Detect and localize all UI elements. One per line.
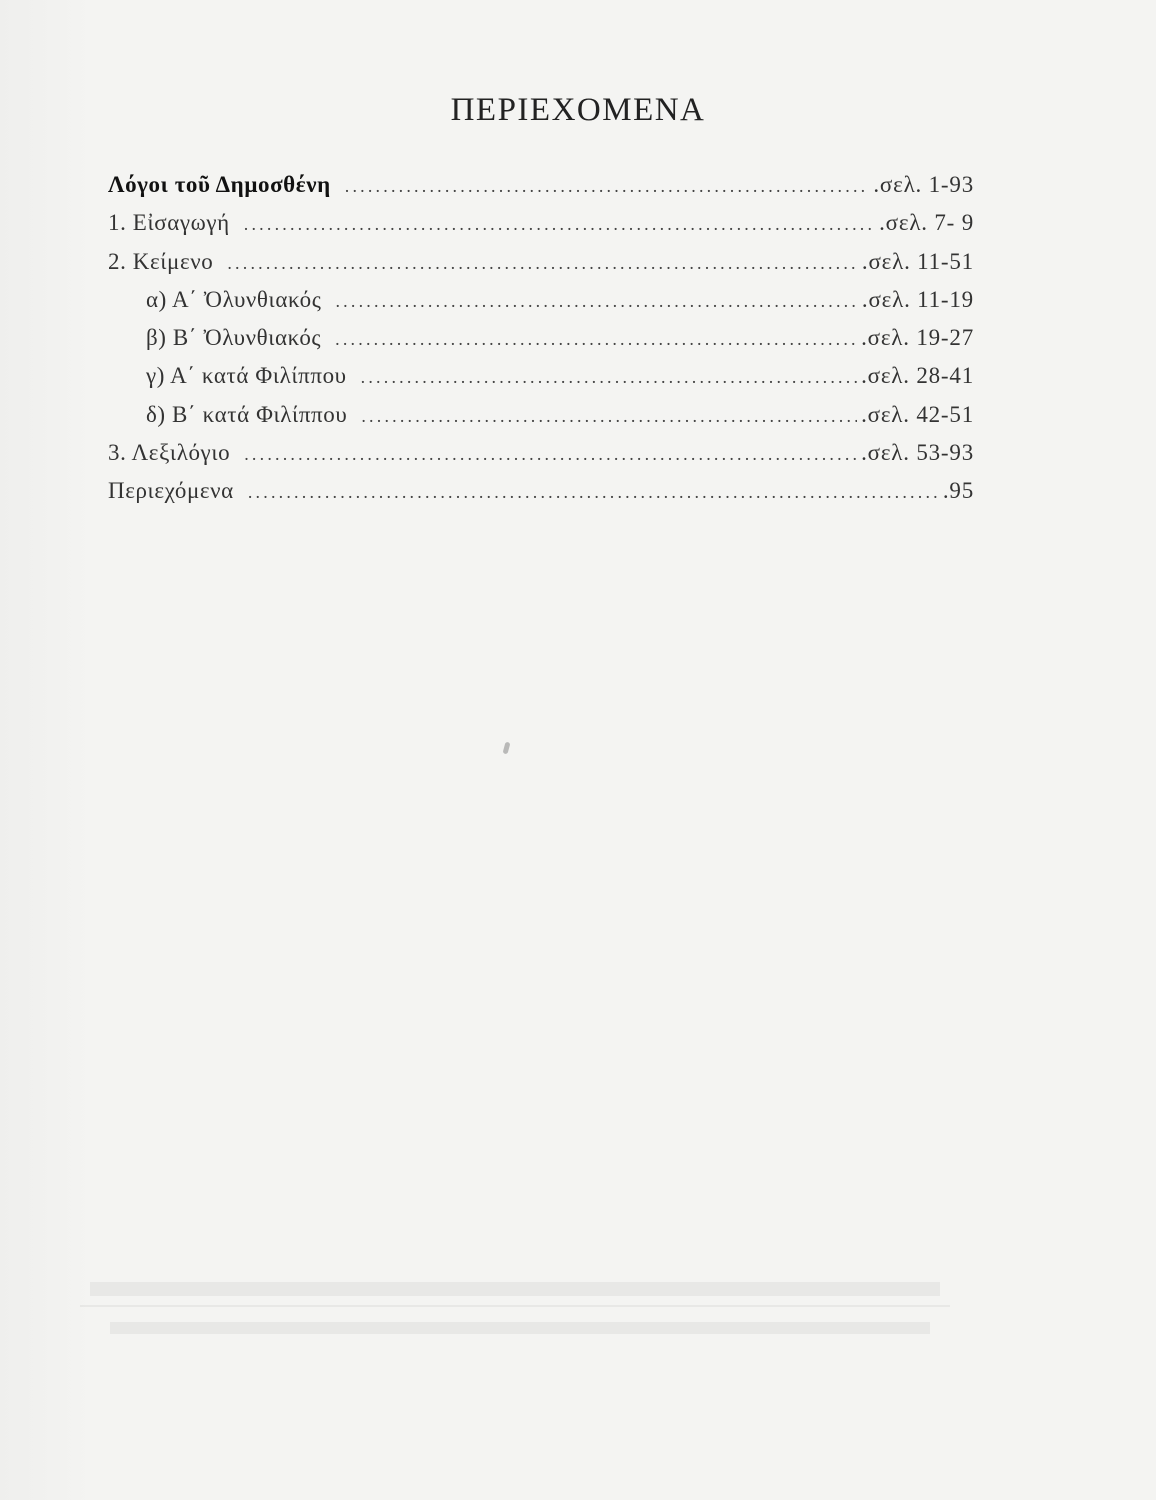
bleed-through-marks [80, 1270, 950, 1350]
toc-entry-page: .σελ. 11-19 [861, 286, 974, 312]
toc-entry-label: 2. Κείμενο [108, 248, 214, 274]
dot-leader [335, 329, 857, 350]
toc-entry-label: δ) Β΄ κατά Φιλίππου [146, 401, 348, 427]
toc-entry-second-philippic [108, 402, 974, 440]
toc-entry-label: Περιεχόμενα [108, 478, 234, 504]
dot-leader [248, 482, 939, 503]
dot-leader [244, 444, 857, 465]
dot-leader [227, 253, 858, 274]
paper-speck [503, 742, 511, 755]
page-title: ΠΕΡΙΕΧΟΜΕΝΑ [450, 92, 706, 128]
toc-entry-page: .σελ. 1-93 [873, 172, 974, 197]
toc-entry-label: 3. Λεξιλόγιο [108, 440, 231, 466]
toc-entry-page: .σελ. 7- 9 [879, 210, 974, 236]
table-of-contents [108, 172, 974, 517]
toc-entry-page: .σελ. 28-41 [861, 363, 974, 389]
toc-entry-second-olynthiac [108, 325, 974, 363]
toc-entry-label: α) Α΄ Ὀλυνθιακός [146, 286, 322, 312]
toc-entry-page: .95 [942, 478, 974, 504]
toc-entry-first-philippic [108, 363, 974, 401]
toc-entry-introduction [108, 210, 974, 248]
toc-entry-page: .σελ. 42-51 [861, 401, 974, 427]
dot-leader [335, 291, 857, 312]
toc-entry-demosthenes-speeches [108, 172, 974, 210]
toc-entry-label: Λόγοι τοῦ Δημοσθένη [108, 172, 331, 197]
toc-entry-label: γ) Α΄ κατά Φιλίππου [146, 363, 347, 389]
toc-entry-label: 1. Εἰσαγωγή [108, 210, 230, 236]
toc-entry-glossary [108, 440, 974, 478]
toc-entry-page: .σελ. 11-51 [861, 248, 974, 274]
toc-entry-first-olynthiac [108, 287, 974, 325]
toc-entry-page: .σελ. 53-93 [861, 440, 974, 466]
toc-entry-page: .σελ. 19-27 [861, 325, 974, 351]
dot-leader [361, 367, 857, 388]
dot-leader [244, 214, 875, 235]
dot-leader [361, 406, 857, 427]
toc-entry-label: β) Β΄ Ὀλυνθιακός [146, 325, 322, 351]
toc-entry-contents [108, 478, 974, 516]
toc-entry-text [108, 249, 974, 287]
dot-leader [345, 176, 870, 197]
